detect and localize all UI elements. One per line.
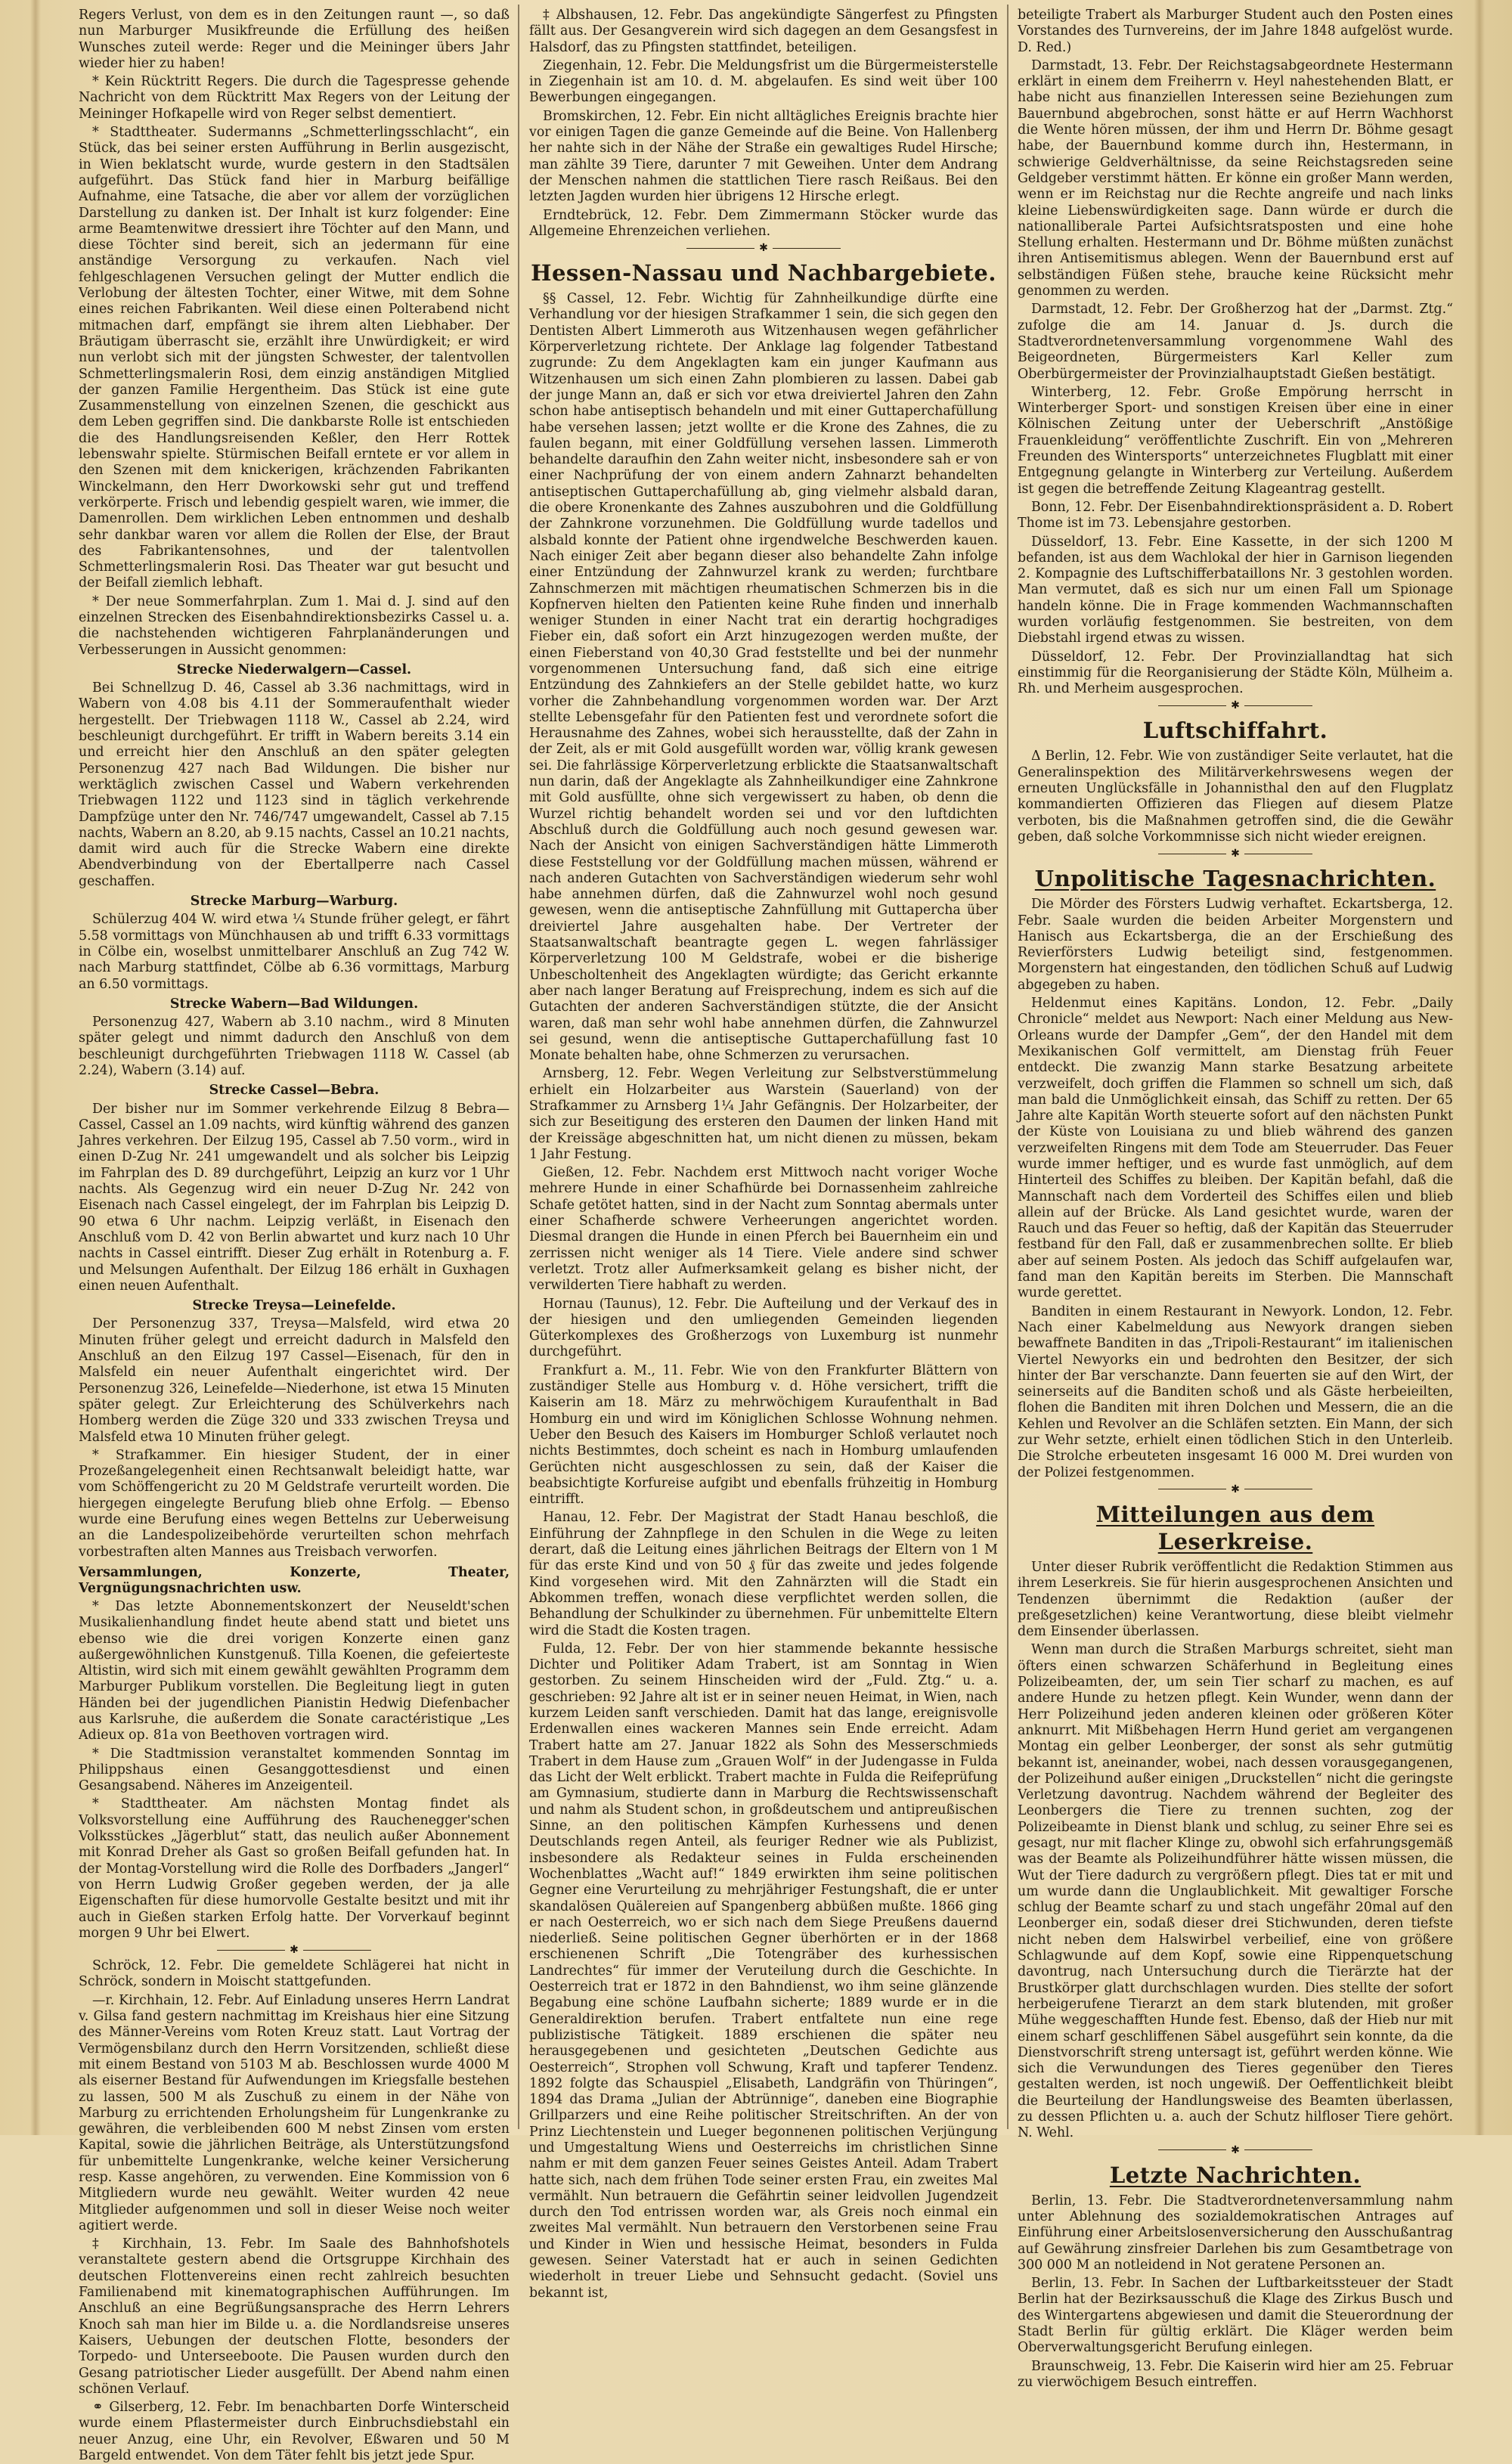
article-paragraph: Berlin, 13. Febr. Die Stadtverordnetenversammlung nahm unter Ablehnung des sozialdemokratischen Antrages auf Einführung einer Arbeitslosenversicherung den Ausschußantrag auf Gewährung zinsfreier Darlehen bis zum Gesamtbetrage von 300 000 M an notleidend in Not geratene Personen an. bbox=[1018, 2193, 1453, 2273]
article-separator: ✱ bbox=[1018, 848, 1453, 859]
article-paragraph: ⚭ Gilserberg, 12. Febr. Im benachbarten Dorfe Winterscheid wurde einem Pflastermeister durch Einbruchsdiebstahl ein neuer Anzug, eine Uhr, ein Revolver, Eßwaren und 50 M Bargeld entwendet. Von dem Täter fehlt bis jetzt jede Spur. bbox=[79, 2400, 510, 2464]
article-paragraph: Der bisher nur im Sommer verkehrende Eilzug 8 Bebra—Cassel, Cassel an 1.09 nachts, wird künftig während des ganzen Jahres verkehren. Der Eilzug 195, Cassel ab 7.50 vorm., wird in einen D-Zug Nr. 241 umgewandelt und als solcher bis Leipzig im Fahrplan des D. 89 durchgeführt, Leipzig an kurz vor 1 Uhr nachts. Als Gegenzug wird ein neuer D-Zug Nr. 242 von Eisenach nach Cassel eingelegt, der im Fahrplan bis Leipzig D. 90 etwa 6 Uhr nachm. Leipzig verläßt, in Eisenach den Anschluß vom D. 42 von Berlin abwartet und kurz nach 10 Uhr nachts in Cassel eintrifft. Dieser Zug erhält in Rotenburg a. F. und Melsungen Aufenthalt. Der Eilzug 186 erhält in Guxhagen einen neuen Aufenthalt. bbox=[79, 1101, 510, 1294]
subsection-heading: Strecke Niederwalgern—Cassel. bbox=[176, 662, 412, 677]
article-paragraph: —r. Kirchhain, 12. Febr. Auf Einladung unseres Herrn Landrat v. Gilsa fand gestern nachmittag im Kreishaus hier eine Sitzung des Männer-Vereins vom Roten Kreuz statt. Laut Vortrag der Vermögensbilanz durch den Herrn Vorsitzenden, schließt diese mit einem Bestand von 5103 M ab. Beschlossen wurde 4000 M als eiserner Bestand für Aufwendungen im Kriegsfalle bestehen zu lassen, 500 M als Zuschuß zu einem in der Nähe von Marburg zu errichtenden Erholungsheim für Lungenkranke zu gewähren, die verbleibenden 600 M nebst Zinsen vom ersten Kapital, sowie die jährlichen Beiträge, als Unterstützungsfond für unbemittelte Lungenkranke, welche keiner Versicherung resp. Kasse angehören, zu verwenden. Eine Kommission von 6 Mitgliedern wurde neu gewählt. Weiter wurden 42 neue Mitglieder aufgenommen und soll in dieser Weise noch weiter agitiert werde. bbox=[79, 1992, 510, 2233]
article-paragraph: Wenn man durch die Straßen Marburgs schreitet, sieht man öfters einen schwarzen Schäferhund in Begleitung eines Polizeibeamten, der, um sein Tier scharf zu machen, es auf andere Hunde zu hetzen pflegt. Kein Wunder, wenn dann der Herr Polizeihund jeden anderen kleinen oder größeren Köter anknurrt. Mit Mißbehagen Herrn Hund geriet am vergangenen Montag ein gelber Leonberger, der sonst als sehr gutmütig bekannt ist, aneinander, wobei, nach dessen vorausgegangenen, der Polizeihund außer einigen „Druckstellen“ nicht die geringste Verletzung davontrug. Nachdem während der Begleiter des Leonbergers die Tiere zu trennen suchten, zog der Polizeibeamte in Dienst blank und schlug, zu seiner Ehre sei es gesagt, nur mit flacher Klinge zu, obwohl sich erfahrungsgemäß was der Beamte als Polizeihundführer hätte wissen müssen, die Wut der Tiere dadurch zu vergrößern pflegt. Dies tat er mit und um wurde dann die Unglaublichkeit. Mit gewaltiger Forsche schlug der Beamte scharf zu und stach ungefähr 20mal auf den Leonberger ein, sodaß dieser drei Stichwunden, deren tiefste nicht neben dem Halswirbel verbeilief, eine von größere Schlagwunde auf dem Kopf, sowie eine Rippenquetschung davontrug, nach Untersuchung durch die Tierärzte hat der Brustkörper glatt durchschlagen wurden. Dies stellte der sofort herbeigerufene Tierarzt an dem stark blutenden, mit großer Mühe weggeschafften Hunde fest. Ebenso, daß der Hieb nur mit einem scharf geschliffenen Säbel ausgeführt sein konnte, da die Dienstvorschrift streng untersagt ist, geführt werden könne. Wie sich die Verwundungen des Tieres gegenüber den Tieres gestalten werden, ist noch ungewiß. Der Oeffentlichkeit bleibt die Beurteilung der Handlungsweise des Beamten überlassen, zu dessen Pflichten u. a. auch der Schutz hilfloser Tiere gehört. N. Wehl. bbox=[1018, 1642, 1453, 2141]
article-paragraph: Berlin, 13. Febr. In Sachen der Luftbarkeitssteuer der Stadt Berlin hat der Bezirksausschuß die Klage des Zirkus Busch und des Wintergartens abgewiesen und damit die Steuerordnung der Stadt Berlin für gültig erklärt. Die Kläger werden beim Oberverwaltungsgericht Berufung einlegen. bbox=[1018, 2276, 1453, 2356]
article-paragraph: * Das letzte Abonnementskonzert der Neuseldt'schen Musikalienhandlung findet heute abend statt und bietet uns ebenso wie die drei vorigen Konzerte einen ganz außergewöhnlichen Kunstgenuß. Tilla Koenen, die gefeierteste Altistin, wird sich mit einem gewählt gewählten Programm dem Marburger Publikum vorstellen. Die Begleitung liegt in guten Händen bei der jugendlichen Pianistin Hedwig Diefenbacher aus Karlsruhe, die außerdem die Sonate caractéristique „Les Adieux op. 81a von Beethoven vortragen wird. bbox=[79, 1598, 510, 1743]
page-fold-shadow bbox=[1474, 0, 1485, 2135]
article-paragraph: Bonn, 12. Febr. Der Eisenbahndirektionspräsident a. D. Robert Thome ist im 73. Lebensjahre gestorben. bbox=[1018, 499, 1453, 532]
article-paragraph: * Strafkammer. Ein hiesiger Student, der in einer Prozeßangelegenheit einen Rechtsanwalt beleidigt hatte, war vom Schöffengericht zu 20 M Geldstrafe verurteilt worden. Die hiergegen eingelegte Berufung blieb ohne Erfolg. — Ebenso wurde eine Berufung eines wegen Bettelns zur Ueberweisung an die Landespolizeibehörde verurteilten schon mehrfach vorbestraften alten Mannes aus Treisbach verworfen. bbox=[79, 1447, 510, 1560]
category-heading: Versammlungen, Konzerte, Theater, Vergnügungsnachrichten usw. bbox=[79, 1564, 510, 1596]
article-separator: ✱ bbox=[529, 243, 998, 253]
subsection-heading: Strecke Treysa—Leinefelde. bbox=[192, 1298, 396, 1314]
page-fold-shadow bbox=[30, 0, 41, 2135]
article-paragraph: Erndtebrück, 12. Febr. Dem Zimmermann Stöcker wurde das Allgemeine Ehrenzeichen verliehen. bbox=[529, 207, 998, 239]
article-paragraph: Fulda, 12. Febr. Der von hier stammende bekannte hessische Dichter und Politiker Adam Trabert, ist am Sonntag in Wien gestorben. Zu seinem Hinscheiden wird der „Fuld. Ztg.“ u. a. geschrieben: 92 Jahre alt ist er in seiner neuen Heimat, in Wien, nach kurzem Leiden sanft verschieden. Damit hat das lange, ereignisvolle Erdenwallen eines wackeren Mannes sein Ende erreicht. Adam Trabert hatte am 27. Januar 1822 als Sohn des Messerschmieds Trabert in dem Hause zum „Grauen Wolf“ in der Judengasse in Fulda das Licht der Welt erblickt. Trabert machte in Fulda die Reifeprüfung am Gymnasium, studierte dann in Marburg die Rechtswissenschaft und nahm als Student schon, in großdeutschem und antipreußischen Sinne, an den politischen Kämpfen Kurhessens und denen Deutschlands regen Anteil, als feuriger Redner wie als Publizist, insbesondere als Redakteur seines in Fulda erscheinenden Wochenblattes „Wacht auf!“ 1849 erwirkten ihm seine politischen Gegner eine Verurteilung zu mehrjähriger Festungshaft, die er unter skandalösen Quälereien auf Spangenberg abbüßen mußte. 1866 ging er nach Oesterreich, wo er sich nach dem Siege Preußens dauernd niederließ. Seine politischen Gegner überhörten er in der 1868 erschienenen Schrift „Die Totengräber des kurhessischen Landrechtes“ für immer der Veruteilung durch die Geschichte. In Oesterreich trat er 1872 in den Bahndienst, wo ihm seine glänzende Begabung eine schöne Laufbahn sicherte; 1889 wurde er in die Generaldirektion berufen. Trabert entfaltete nun eine rege publizistische Tätigkeit. 1889 erschienen die später neu herausgegebenen und gesichteten „Deutschen Gedichte aus Oesterreich“, Strophen voll Schwung, Kraft und tapferer Tendenz. 1892 folgte das Schauspiel „Elisabeth, Landgräfin von Thüringen“, 1894 das Drama „Julian der Abtrünnige“, daneben eine Biographie Grillparzers und eine Reihe politischer Streitschriften. An der von Prinz Liechtenstein und Lueger begonnenen politischen Verjüngung und Umgestaltung Wiens und Oesterreichs im christlichen Sinne nahm er mit dem ganzen Feuer seines Geistes Anteil. Adam Trabert hatte sich, nach dem frühen Tode seiner ersten Frau, ein zweites Mal vermählt. Nun betrauern die Gefährtin seiner leidvollen Jugendzeit durch den Tod entrissen worden war, als Greis noch einmal ein zweites Mal vermählt. Nun betrauern den Verstorbenen seine Frau und Kinder in Wien und hessische Heimat, besonders in Fulda gewesen. Seiner Vaterstadt hat er auch in seinen Gedichten wiederholt in treuer Liebe und Sehnsucht gedacht. (Soviel uns bekannt ist, bbox=[529, 1641, 998, 2301]
section-headline: Luftschiffahrt. bbox=[1142, 718, 1328, 744]
article-paragraph: Ziegenhain, 12. Febr. Die Meldungsfrist um die Bürgermeisterstelle in Ziegenhain ist am 10. d. M. abgelaufen. Es sind weit über 100 Bewerbungen eingegangen. bbox=[529, 57, 998, 106]
article-paragraph: Düsseldorf, 12. Febr. Der Provinziallandtag hat sich einstimmig für die Reorganisierung der Städte Köln, Mülheim a. Rh. und Merheim ausgesprochen. bbox=[1018, 649, 1453, 697]
article-paragraph: ‡ Albshausen, 12. Febr. Das angekündigte Sängerfest zu Pfingsten fällt aus. Der Gesangverein wird sich dagegen an dem Gesangsfest in Halsdorf, das zu Pfingsten stattfindet, beteiligen. bbox=[529, 8, 998, 55]
column-rule bbox=[518, 5, 519, 2129]
article-paragraph: Bromskirchen, 12. Febr. Ein nicht alltägliches Ereignis brachte hier vor einigen Tagen die ganze Gemeinde auf die Beine. Von Hallenberg her nahte sich in der Nähe der Straße ein gewaltiges Rudel Hirsche; man zählte 39 Tiere, darunter 7 mit Geweihen. Unter dem Andrang der Menschen nahmen die stattlichen Tiere rasch Reißaus. Bei den letzten Jagden wurden hier übrigens 12 Hirsche erlegt. bbox=[529, 108, 998, 205]
article-paragraph: Darmstadt, 13. Febr. Der Reichstagsabgeordnete Hestermann erklärt in einem dem Freiherrn v. Heyl nahestehenden Blatt, er habe nicht aus finanziellen Interessen seine Beziehungen zum Bauernbund abgebrochen, sonst hätte er auf Herrn Wachhorst die Wente hören müssen, der ihm und Herrn Dr. Böhme gesagt habe, der Bauernbund komme durch ihn, Hestermann, in schwierige Geldverhältnisse, da seine Reichstagsreden seine Geldgeber verstimmt hätten. Er könne ein großer Mann werden, wenn er im Reichstag nur die Rechte angreife und nach links kleine Liebenswürdigkeiten sage. Dann würde er durch die nationalliberale Partei Aufsichtsratsposten und eine hohe Stellung erhalten. Hestermann und Dr. Böhme müßten zunächst ihren Antisemitismus ablegen. Wenn der Bauernbund erst auf selbständigen Füßen stehe, brauche keine Rücksicht mehr genommen zu werden. bbox=[1018, 57, 1453, 299]
section-headline: Hessen-Nassau und Nachbargebiete. bbox=[531, 260, 996, 287]
section-headline: Letzte Nachrichten. bbox=[1109, 2162, 1362, 2188]
article-paragraph: Schülerzug 404 W. wird etwa ¼ Stunde früher gelegt, er fährt 5.58 vormittags von Münchhausen ab und trifft 6.33 vormittags in Cölbe ein, woselbst unmittelbarer Anschluß an Zug 742 W. nach Marburg stattfindet, Cölbe ab 6.36 vormittags, Marburg an 6.50 vormittags. bbox=[79, 912, 510, 992]
article-paragraph: Der Personenzug 337, Treysa—Malsfeld, wird etwa 20 Minuten früher gelegt und erreicht dadurch in Malsfeld den Anschluß an den Eilzug 197 Cassel—Eisenach, für den in Malsfeld ein neuer Aufenthalt eingerichtet wird. Der Personenzug 326, Leinefelde—Niederhone, ist etwa 15 Minuten später gelegt. Zur Erleichterung des Schülverkehrs nach Homberg werden die Züge 320 und 333 zwischen Treysa und Malsfeld etwa 10 Minuten früher gelegt. bbox=[79, 1316, 510, 1445]
article-paragraph: * Die Stadtmission veranstaltet kommenden Sonntag im Philippshaus einen Gesanggottesdienst und einen Gesangsabend. Näheres im Anzeigenteil. bbox=[79, 1746, 510, 1794]
article-paragraph: Arnsberg, 12. Febr. Wegen Verleitung zur Selbstverstümmelung erhielt ein Holzarbeiter aus Warstein (Sauerland) von der Strafkammer zu Arnsberg 1¼ Jahr Gefängnis. Der Holzarbeiter, der sich zur Beseitigung des ersteren den Daumen der linken Hand mit der Kreissäge abgeschnitten hat, um nicht dienen zu müssen, bekam 1 Jahr Festung. bbox=[529, 1066, 998, 1162]
article-paragraph: * Der neue Sommerfahrplan. Zum 1. Mai d. J. sind auf den einzelnen Strecken des Eisenbahndirektionsbezirks Cassel u. a. die nachstehenden wichtigeren Fahrplanänderungen und Verbesserungen in Aussicht genommen: bbox=[79, 594, 510, 658]
column-1 bbox=[79, 8, 510, 2464]
subsection-heading: Strecke Marburg—Warburg. bbox=[190, 894, 398, 910]
article-paragraph: Personenzug 427, Wabern ab 3.10 nachm., wird 8 Minuten später gelegt und nimmt dadurch den Anschluß von dem beschleunigt durchgeführten Triebwagen 1118 W. Cassel (ab 2.24), Wabern (3.14) auf. bbox=[79, 1015, 510, 1078]
article-separator: ✱ bbox=[79, 1945, 510, 1955]
article-separator: ✱ bbox=[1018, 700, 1453, 711]
column-2 bbox=[529, 8, 998, 2301]
section-headline: Unpolitische Tagesnachrichten. bbox=[1034, 866, 1436, 892]
article-paragraph: * Stadttheater. Am nächsten Montag findet als Volksvorstellung eine Aufführung des Rauchenegger'schen Volksstückes „Jägerblut“ statt, das neulich außer Abonnement mit Konrad Dreher als Gast so großen Beifall gefunden hat. In der Montag-Vorstellung wird die Rolle des Dorfbaders „Jangerl“ von Herrn Ludwig Großer gegeben werden, der ja alle Eigenschaften für diese humorvolle Gestalte besitzt und mit ihr auch in Gießen starken Erfolg hatte. Der Vorverkauf beginnt morgen 9 Uhr bei Elwert. bbox=[79, 1796, 510, 1941]
column-rule bbox=[1007, 5, 1009, 2129]
article-paragraph: ‡ Kirchhain, 13. Febr. Im Saale des Bahnhofshotels veranstaltete gestern abend die Ortsgruppe Kirchhain des deutschen Flottenvereins einen recht zahlreich besuchten Familienabend mit kinematographischen Aufführungen. Im Anschluß an eine Begrüßungsansprache des Herrn Lehrers Knoch sah man hier im Bilde u. a. die Nordlandsreise unseres Kaisers, Uebungen der deutschen Flotte, besonders der Torpedo- und Unterseeboote. Die Pausen wurden durch den Gesang patriotischer Lieder ausgefüllt. Der Abend nahm einen schönen Verlauf. bbox=[79, 2236, 510, 2397]
article-paragraph: * Stadttheater. Sudermanns „Schmetterlingsschlacht“, ein Stück, das bei seiner ersten Aufführung in Berlin ausgezischt, in Wien beklatscht wurde, wurde gestern in den Stadtsälen aufgeführt. Das Stück fand hier in Marburg beifällige Aufnahme, eine Tatsache, die aber vor allem der vorzüglichen Darstellung zu danken ist. Der Inhalt ist kurz folgender: Eine arme Beamtenwitwe dressiert ihre Töchter auf den Mann, und diese Töchter sind bereit, sich an jedermann für eine anständige Versorgung zu verkaufen. Nach viel fehlgeschlagenen Versuchen gelingt der Mutter endlich die Verlobung der ältesten Tochter, einer Witwe, mit dem Sohne eines reichen Fabrikanten. Weil diese einen Polterabend nicht mitmachen darf, empfängt sie ihrem alten Liebhaber. Der Bräutigam überrascht sie, erzählt ihre Unwürdigkeit; er wird nun verlobt sich mit der jüngsten Schwester, der talentvollen Schmetterlingsmalerin Rosi, dem einzig anständigen Mitglied der ganzen Familie Hergentheim. Das Stück ist eine gute Zusammenstellung von einzelnen Szenen, die geschickt aus dem Leben gegriffen sind. Die dankbarste Rolle ist entschieden die des Handlungsreisenden Keßler, den Herr Rottek lebenswahr spielte. Stürmischen Beifall erntete er vor allem in den Szenen mit dem knickerigen, krächzenden Fabrikanten Winckelmann, den Herr Dworkowski sehr gut und treffend verkörperte. Frisch und lebendig gespielt waren, wie immer, die Damenrollen. Dem wirklichen Leben entnommen und deshalb sehr dankbar waren vor allem die Rollen der Else, der Braut des Fabrikantensohnes, und der talentvollen Schmetterlingsmalerin Rosi. Das Theater war gut besucht und der Beifall ziemlich lebhaft. bbox=[79, 125, 510, 591]
article-paragraph: Hanau, 12. Febr. Der Magistrat der Stadt Hanau beschloß, die Einführung der Zahnpflege in den Schulen in die Wege zu leiten derart, daß die Leitung eines jährlichen Beitrags der Eltern von 1 M für das erste Kind und von 50 ₰ für das zweite und jedes folgende Kind vorgesehen wird. Mit den Zahnärzten will die Stadt ein Abkommen treffen, wonach diese verpflichtet werden sollen, die Behandlung der Schulkinder zu übernehmen. Für unbemittelte Eltern wird die Stadt die Kosten tragen. bbox=[529, 1510, 998, 1638]
subsection-heading: Strecke Wabern—Bad Wildungen. bbox=[169, 996, 419, 1012]
article-paragraph: beteiligte Trabert als Marburger Student auch den Posten eines Vorstandes des Turnvereins, der im Jahre 1848 aufgelöst wurde. D. Red.) bbox=[1018, 8, 1453, 55]
article-paragraph: * Kein Rücktritt Regers. Die durch die Tagespresse gehende Nachricht von dem Rücktritt Max Regers von der Leitung der Meininger Hofkapelle wird von Reger selbst dementiert. bbox=[79, 74, 510, 122]
article-separator: ✱ bbox=[1018, 2145, 1453, 2156]
article-paragraph: Darmstadt, 12. Febr. Der Großherzog hat der „Darmst. Ztg.“ zufolge die am 14. Januar d. Js. durch die Stadtverordnetenversammlung vorgenommene Wahl des Beigeordneten, Bürgermeisters Karl Keller zum Oberbürgermeister der Provinzialhauptstadt Gießen bestätigt. bbox=[1018, 302, 1453, 382]
article-paragraph: Unter dieser Rubrik veröffentlicht die Redaktion Stimmen aus ihrem Leserkreis. Sie für hierin ausgesprochenen Ansichten und Tendenzen übernimmt die Redaktion (außer der preßgesetzlichen) keine Verantwortung, diese bleibt vielmehr dem Einsender überlassen. bbox=[1018, 1559, 1453, 1640]
article-separator: ✱ bbox=[1018, 1484, 1453, 1495]
article-paragraph: Frankfurt a. M., 11. Febr. Wie von den Frankfurter Blättern von zuständiger Stelle aus Homburg v. d. Höhe versichert, trifft die Kaiserin am 18. März zu mehrwöchigem Kuraufenthalt in Bad Homburg ein und wird im Königlichen Schlosse Wohnung nehmen. Ueber den Besuch des Kaisers im Homburger Schloß verlautet noch nichts Bestimmtes, doch scheint es nach in Homburg umlaufenden Gerüchten nicht ausgeschlossen zu sein, daß der Kaiser die beabsichtigte Korfureise aufgibt und ebenfalls frühzeitig in Homburg eintrifft. bbox=[529, 1362, 998, 1508]
article-paragraph: Gießen, 12. Febr. Nachdem erst Mittwoch nacht voriger Woche mehrere Hunde in einer Schafhürde bei Dornassenheim zahlreiche Schafe getötet hatten, sind in der Nacht zum Sonntag abermals unter einer Schafherde schwere Verheerungen angerichtet worden. Diesmal drangen die Hunde in einen Pferch bei Bauernheim ein und zerrissen nicht weniger als 14 Tiere. Viele andere sind schwer verletzt. Trotz aller Aufmerksamkeit gelang es bisher nicht, der verwilderten Tiere habhaft zu werden. bbox=[529, 1165, 998, 1294]
article-paragraph: Winterberg, 12. Febr. Große Empörung herrscht in Winterberger Sport- und sonstigen Kreisen über eine in einer Kölnischen Zeitung unter der Ueberschrift „Anstößige Frauenkleidung“ veröffentlichte Zuschrift. Ein von „Mehreren Freunden des Wintersports“ unterzeichnetes Flugblatt mit einer Entgegnung gelangte in Winterberg zur Verteilung. Außerdem ist gegen die betreffende Zeitung Klageantrag gestellt. bbox=[1018, 384, 1453, 497]
column-3 bbox=[1018, 8, 1453, 2390]
section-headline: Mitteilungen aus dem Leserkreise. bbox=[1095, 1501, 1375, 1554]
article-paragraph: Braunschweig, 13. Febr. Die Kaiserin wird hier am 25. Februar zu vierwöchigem Besuch eintreffen. bbox=[1018, 2358, 1453, 2390]
article-paragraph: Banditen in einem Restaurant in Newyork. London, 12. Febr. Nach einer Kabelmeldung aus Newyork drangen sieben bewaffnete Banditen in das „Tripoli-Restaurant“ im italienischen Viertel Newyorks ein und bedrohten den Besitzer, der sich hinter der Bar verschanzte. Dann feuerten sie auf den Wirt, der seinerseits auf die Banditen schoß und als Gäste herbeieilten, flohen die Banditen mit ihren Dolchen und Messern, die an die Kehlen und Revolver an die Schläfen setzten. Ein Mann, der sich zur Wehr setzte, erhielt einen tödlichen Stich in den Unterleib. Die Strolche erbeuteten insgesamt 16 000 M. Drei wurden von der Polizei festgenommen. bbox=[1018, 1303, 1453, 1480]
subsection-heading: Strecke Cassel—Bebra. bbox=[209, 1083, 380, 1099]
article-paragraph: Δ Berlin, 12. Febr. Wie von zuständiger Seite verlautet, hat die Generalinspektion des Militärverkehrswesens wegen der erneuten Unglücksfälle in Johannisthal den auf den Flugplatz kommandierten Offizieren das Fliegen auf diesem Platze verboten, bis die Maßnahmen getroffen sind, die die Gewähr geben, daß solche Vorkommnisse sich nicht wieder ereignen. bbox=[1018, 748, 1453, 845]
article-paragraph: Düsseldorf, 13. Febr. Eine Kassette, in der sich 1200 M befanden, ist aus dem Wachlokal der hier in Garnison liegenden 2. Kompagnie des Luftschifferbataillons Nr. 3 gestohlen worden. Man vermutet, daß es sich nur um einen Fall um Spionage handeln könne. Die in Frage kommenden Wachmannschaften wurden vorläufig festgenommen. Sie bestreiten, von dem Diebstahl irgend etwas zu wissen. bbox=[1018, 534, 1453, 646]
article-paragraph: Schröck, 12. Febr. Die gemeldete Schlägerei hat nicht in Schröck, sondern in Moischt stattgefunden. bbox=[79, 1958, 510, 1990]
article-paragraph: Hornau (Taunus), 12. Febr. Die Aufteilung und der Verkauf des in der hiesigen und den umliegenden Gemeinden liegenden Güterkomplexes des Großherzogs von Luxemburg ist nunmehr durchgeführt. bbox=[529, 1296, 998, 1360]
article-paragraph: Heldenmut eines Kapitäns. London, 12. Febr. „Daily Chronicle“ meldet aus Newport: Nach einer Meldung aus New-Orleans wurde der Dampfer „Gem“, der den Handel mit dem Mexikanischen Golf vermittelt, am Dienstag früh Feuer entdeckt. Die zwanzig Mann starke Besatzung arbeitete verzweifelt, doch griffen die Flammen so schnell um sich, daß man bald die Unmöglichkeit einsah, das Schiff zu retten. Der 65 Jahre alte Kapitän Worth steuerte sofort auf den nächsten Punkt der Küste von Louisiana zu und blieb während des ganzen verzweifelten Ringens mit dem Tode am Steuerruder. Das Feuer wurde immer heftiger, und es wurde fast unmöglich, auf dem Hinterteil des Schiffes zu bleiben. Der Kapitän befahl, daß die Mannschaft nach dem Vorderteil des Schiffes eilen und blieb allein auf der Brücke. Als Land gesichtet wurde, waren der Rauch und das Feuer so heftig, daß der Kapitän das Steuerruder festband für den Fall, daß er zusammenbrechen sollte. Er blieb aber auf seinem Posten. Als jedoch das Schiff aufgelaufen war, fand man den Kapitän bereits im Sterben. Die Mannschaft wurde gerettet. bbox=[1018, 996, 1453, 1301]
article-paragraph: §§ Cassel, 12. Febr. Wichtig für Zahnheilkundige dürfte eine Verhandlung vor der hiesigen Strafkammer 1 sein, die sich gegen den Dentisten Albert Limmeroth aus Witzenhausen wegen gefährlicher Körperverletzung richtete. Der Anklage lag folgender Tatbestand zugrunde: Zu dem Angeklagten kam ein junger Kaufmann aus Witzenhausen um sich einen Zahn plombieren zu lassen. Dabei gab der junge Mann an, daß er sich vor etwa dreiviertel Jahren den Zahn schon habe antiseptisch behandeln und mit einer Guttaperchafüllung habe versehen lassen; jetzt wollte er die Krone des Zahnes, die zu faulen begann, mit einer Goldfüllung versehen lassen. Limmeroth behandelte daraufhin den Zahn weiter nicht, insbesondere sah er von einer Nachprüfung der von einem andern Zahnarzt behandelten antiseptischen Guttaperchafüllung ab, ging vielmehr alsbald daran, die obere Kronenkante des Zahnes auszubohren und die Goldfüllung der Zahnkrone vorzunehmen. Die Goldfüllung wurde tadellos und alsbald konnte der Patient ohne irgendwelche Beschwerden kauen. Nach einiger Zeit aber begann dieser also behandelte Zahn infolge einer Entzündung der Zahnwurzel krank zu werden; furchtbare Zahnschmerzen mit mächtigen rheumatischen Schmerzen bis in die Kopfnerven hielten den Patienten keine Ruhe finden und innerhalb weniger Stunden in einer Nacht trat ein derartig hochgradiges Fieber ein, daß sofort ein Arzt hinzugezogen werden mußte, der einen Fieberstand von 40,30 Grad feststellte und bei der nunmehr vorgenommenen Untersuchung fand, daß sich eine eitrige Entzündung des Zahnkiefers an der Stelle gebildet hatte, wo kurz vorher die Zahnbehandlung vorgenommen worden war. Der Arzt stellte Lebensgefahr für den Patienten fest und verordnete sofort die Herausnahme des Zahnes, wobei sich herausstellte, daß der Zahn in der Zeit, als er mit Gold ausgefüllt worden war, völlig krank gewesen sei. Die fahrlässige Körperverletzung erblickte die Staatsanwaltschaft nun darin, daß der Angeklagte als Zahnheilkundiger eine Zahnkrone mit Gold ausfüllte, ohne sich vergewissert zu haben, ob denn die Wurzel richtig behandelt worden sei und vor den luftdichten Abschluß durch die Goldfüllung auch noch gesund gewesen war. Nach der Ansicht von einigen Sachverständigen hätte Limmeroth diese Feststellung vor der Goldfüllung machen müssen, während er nach anderen Gutachten von Sachverständigen wiederum sehr wohl habe annehmen dürfen, daß die Zahnwurzel wohl noch gesund gewesen, wenn die antiseptische Zahnfüllung mit Guttapercha über dreiviertel Jahre ausgehalten habe. Der Vertreter der Staatsanwaltschaft beantragte gegen L. wegen fahrlässiger Körperverletzung 100 M Geldstrafe, wobei er die bisherige Unbescholtenheit des Angeklagten würdigte; das Gericht erkannte aber nach langer Beratung auf Freisprechung, indem es sich auf die Gutachten der anderen Sachverständigen stützte, die der Ansicht waren, daß man sehr wohl habe annehmen dürfen, die Zahnwurzel sei gesund, wenn die antiseptische Guttaperchafüllung fast 10 Monate behalten habe, ohne Schmerzen zu verursachen. bbox=[529, 291, 998, 1064]
article-paragraph: Regers Verlust, von dem es in den Zeitungen raunt —, so daß nun Marburger Musikfreunde die Erfüllung des heißen Wunsches zuteil werde: Reger und die Meininger übers Jahr wieder hier zu haben! bbox=[79, 8, 510, 71]
article-paragraph: Bei Schnellzug D. 46, Cassel ab 3.36 nachmittags, wird in Wabern von 4.08 bis 4.11 der Sommeraufenthalt wieder hergestellt. Der Triebwagen 1118 W., Cassel ab 2.24, wird beschleunigt durchgeführt. Er trifft in Wabern bereits 3.14 ein und erreicht hier den Anschluß an den später gelegten Personenzug 427 nach Bad Wildungen. Die bisher nur werktäglich zwischen Cassel und Wabern verkehrenden Triebwagen 1122 und 1123 sind in täglich verkehrende Dampfzüge unter den Nr. 746/747 umgewandelt, Cassel ab 7.15 nachts, Wabern an 8.20, ab 9.15 nachts, Cassel an 10.21 nachts, damit wird auch für die Strecke Wabern eine direkte Abendverbindung von der Ebertallperre nach Cassel geschaffen. bbox=[79, 680, 510, 889]
article-paragraph: Die Mörder des Försters Ludwig verhaftet. Eckartsberga, 12. Febr. Saale wurden die beiden Arbeiter Morgenstern und Hanisch aus Eckartsberga, die an der Erschießung des Revierförsters Ludwig beteiligt sind, festgenommen. Morgenstern hat eingestanden, den tödlichen Schuß auf Ludwig abgegeben zu haben. bbox=[1018, 897, 1453, 993]
